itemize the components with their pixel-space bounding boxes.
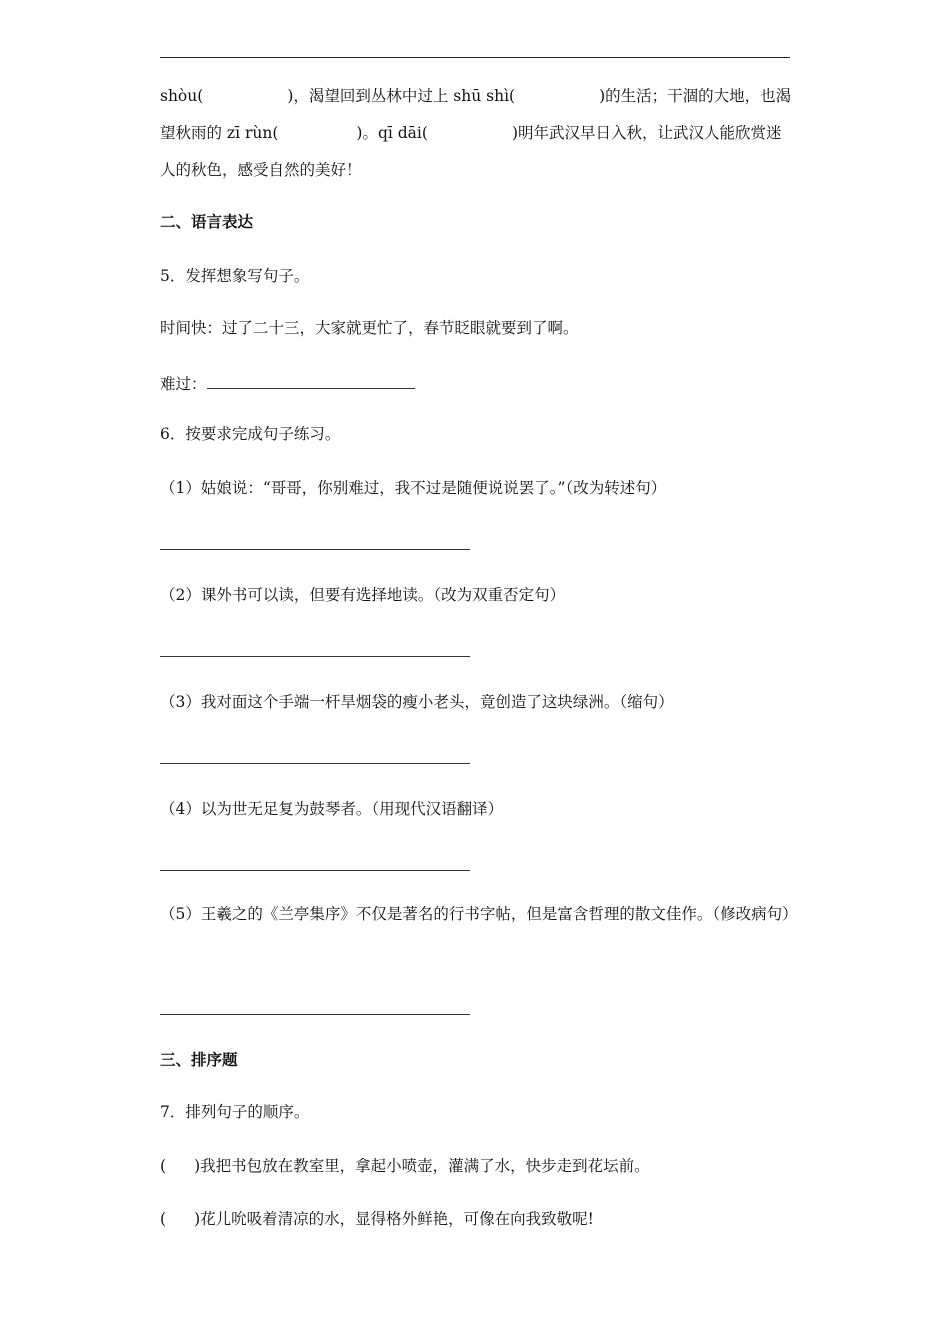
section-heading-3: 三、排序题 <box>160 1050 238 1069</box>
question-6-title: 6．按要求完成句子练习。 <box>160 425 341 443</box>
answer-line-1[interactable] <box>160 549 470 550</box>
order-bracket-open: ( <box>160 1210 167 1228</box>
question-6-item-5: （5）王羲之的《兰亭集序》不仅是著名的行书字帖，但是富含哲理的散文佳作。（修改病句） <box>160 905 798 923</box>
question-7-title: 7．排列句子的顺序。 <box>160 1103 310 1121</box>
answer-line-3[interactable] <box>160 763 470 764</box>
question-6-item-4: （4）以为世无足复为鼓琴者。（用现代汉语翻译） <box>160 800 504 818</box>
question-7-item-2 <box>160 1209 594 1229</box>
order-bracket-close: ) <box>194 1157 201 1175</box>
question-6-item-1: （1）姑娘说：“哥哥，你别难过，我不过是随便说说罢了。”（改为转述句） <box>160 479 667 497</box>
question-5-answer-line[interactable] <box>207 372 415 389</box>
question-7-item-1 <box>160 1156 650 1176</box>
question-5-prompt: 难过： <box>160 375 207 393</box>
pinyin-zirun: )的生活；干涸的大地，也渴望秋雨的 zī rùn( <box>160 87 792 142</box>
answer-line-5[interactable] <box>160 1014 470 1015</box>
question-5-title: 5．发挥想象写句子。 <box>160 267 310 285</box>
question-6-item-3: （3）我对面这个手端一杆旱烟袋的瘦小老头，竟创造了这块绿洲。（缩句） <box>160 693 674 711</box>
pinyin-qidai: )。qī dāi( <box>356 124 428 142</box>
question-6-item-2: （2）课外书可以读，但要有选择地读。（改为双重否定句） <box>160 586 566 604</box>
section-heading-2: 二、语言表达 <box>160 212 254 231</box>
question-7-item-2-text: 花儿吮吸着清凉的水，显得格外鲜艳，可像在向我致敬呢! <box>200 1210 594 1228</box>
question-5-example: 时间快：过了二十三，大家就更忙了，春节眨眼就要到了啊。 <box>160 319 579 337</box>
pinyin-shou: shòu( <box>160 87 204 105</box>
header-rule <box>160 57 790 58</box>
paragraph-end: )明年武汉早日入秋，让武汉人能欣赏迷人的秋色，感受自然的美好！ <box>160 124 782 179</box>
question-7-item-1-text: 我把书包放在教室里，拿起小喷壶，灌满了水，快步走到花坛前。 <box>200 1157 650 1175</box>
fill-in-paragraph <box>160 78 792 189</box>
order-bracket-close: ) <box>194 1210 201 1228</box>
answer-line-4[interactable] <box>160 870 470 871</box>
answer-line-2[interactable] <box>160 656 470 657</box>
pinyin-shushi: )，渴望回到丛林中过上 shū shì( <box>287 87 516 105</box>
question-5-answer-row <box>160 372 415 394</box>
order-bracket-open: ( <box>160 1157 167 1175</box>
